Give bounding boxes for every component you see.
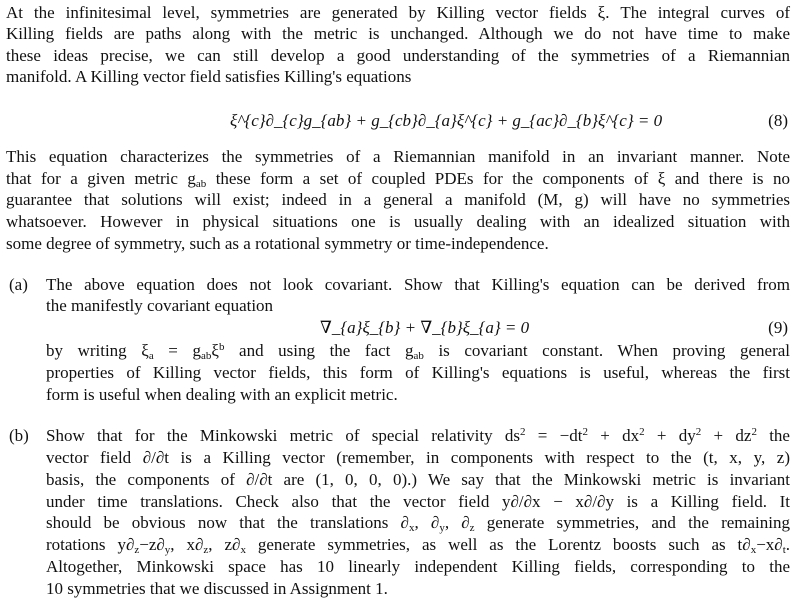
subscript: x	[240, 544, 246, 556]
text-line: form is useful when dealing with an explicit metric.	[46, 385, 398, 404]
text-line: that for a given metric $g_{ab}$ these form a set of coupled PDEs for the components of ξ and there is no	[6, 169, 790, 190]
superscript: 2	[751, 426, 757, 438]
text-line: whatsoever. However in physical situations one is usually dealing with an idealized situation with	[6, 212, 790, 231]
text-line: Show that for the Minkowski metric of special relativity $ds^2 = -dt^2 + dx^2 + dy^2 + dz^2$ the	[46, 426, 790, 445]
subscript: x	[750, 544, 757, 556]
superscript: 2	[695, 426, 702, 438]
subscript: x	[408, 522, 415, 534]
subscript: z	[469, 522, 475, 534]
subscript: y	[439, 522, 445, 534]
subscript: a	[148, 350, 154, 362]
text-line: guarantee that solutions will exist; indeed in a general a manifold (M, g) will have no symmetries	[6, 190, 790, 209]
subscript: ab	[413, 350, 424, 362]
part-a-label: (a)	[9, 275, 28, 294]
text-line: vector field ∂/∂t is a Killing vector (remember, in components with respect to the (t, x, y, z)	[46, 448, 790, 467]
text-line: The above equation does not look covariant. Show that Killing's equation can be derived from	[46, 275, 790, 294]
superscript: 2	[639, 426, 645, 438]
subscript: z	[134, 544, 140, 556]
equation-9: ∇_{a}ξ_{b} + ∇_{b}ξ_{a} = 0	[320, 318, 530, 337]
text-line: the manifestly covariant equation	[46, 296, 274, 315]
text-line: properties of Killing vector fields, this form of Killing's equations is useful, whereas the first	[46, 363, 790, 382]
text-line: should be obvious now that the translations $\partial_x$, $\partial_y$, $\partial_z$ generate symmetries, and the remaining	[46, 513, 790, 534]
subscript: ab	[195, 178, 207, 190]
subscript: y	[164, 544, 171, 556]
subscript: t	[782, 544, 786, 556]
text-line: Killing fields are paths along with the metric is unchanged. Although we do not have time to make	[6, 24, 790, 43]
superscript: b	[218, 341, 225, 353]
subscript: ab	[200, 350, 212, 362]
equation-8: ξ^{c}∂_{c}g_{ab} + g_{cb}∂_{a}ξ^{c} + g_{ac}∂_{b}ξ^{c} = 0	[230, 111, 663, 130]
equation-number-8: (8)	[768, 111, 788, 130]
subscript: z	[203, 544, 209, 556]
text-line: manifold. A Killing vector field satisfies Killing's equations	[6, 67, 412, 86]
superscript: 2	[582, 426, 588, 438]
superscript: 2	[520, 426, 526, 438]
text-line: under time translations. Check also that the vector field y∂/∂x − x∂/∂y is a Killing field. It	[46, 492, 790, 511]
text-line: some degree of symmetry, such as a rotational symmetry or time-independence.	[6, 234, 549, 253]
text-line: rotations $y\partial_z-z\partial_y$, $x\partial_z$, $z\partial_x$ generate symmetries, as well as the Lorentz boosts such as $t\partial_x-x\partial_t$.	[46, 535, 790, 556]
text-line: basis, the components of ∂/∂t are (1, 0, 0, 0).) We say that the Minkowski metric is invariant	[46, 470, 790, 489]
equation-number-9: (9)	[768, 318, 788, 337]
text-line: these ideas precise, we can still develop a good understanding of the symmetries of a Riemannian	[6, 46, 790, 65]
text-line: by writing $\xi_a = g_{ab}\xi^b$ and using the fact $g_{ab}$ is covariant constant. When proving general	[46, 341, 790, 362]
text-line: Altogether, Minkowski space has 10 linearly independent Killing fields, corresponding to the	[46, 557, 790, 576]
text-line: This equation characterizes the symmetries of a Riemannian manifold in an invariant manner. Note	[6, 147, 790, 166]
text-line: At the infinitesimal level, symmetries are generated by Killing vector fields ξ. The integral curves of	[6, 3, 790, 22]
text-line: 10 symmetries that we discussed in Assignment 1.	[46, 579, 388, 598]
part-b-label: (b)	[9, 426, 29, 445]
